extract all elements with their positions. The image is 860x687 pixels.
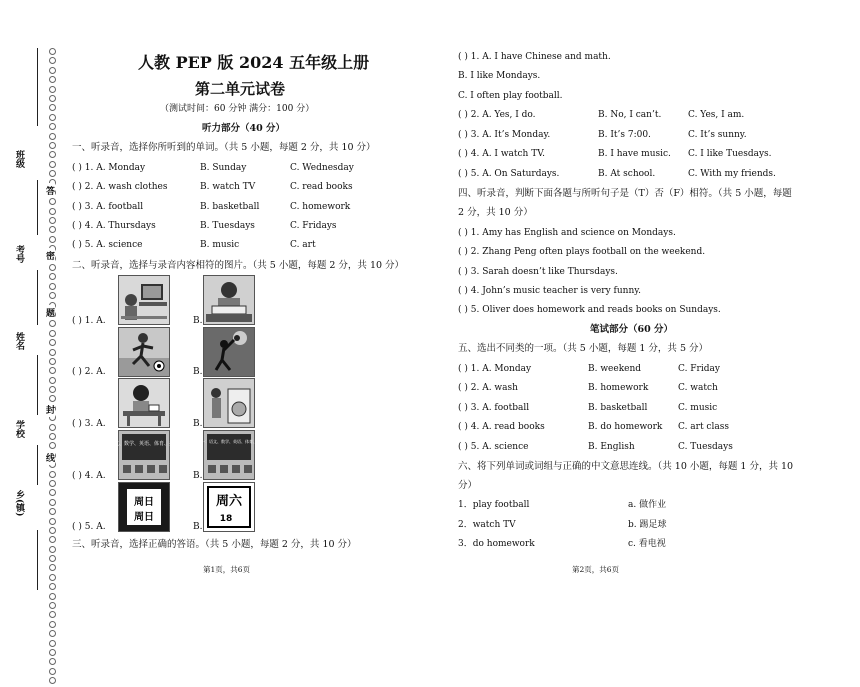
seal-circle [49, 442, 56, 449]
section5-heading: 五、选出不同类的一项。（共 5 小题，每题 1 分，共 5 分） [458, 343, 709, 354]
s6-item2-en: 2．watch TV [458, 520, 516, 530]
s1-q1: ( ) 1. A. Monday [72, 163, 146, 173]
s4-q3: ( ) 3. Sarah doesn’t like Thursdays. [458, 267, 618, 277]
town-line [37, 445, 38, 485]
seal-char: 封 [46, 402, 55, 417]
seal-circle [49, 114, 56, 121]
seal-circle [49, 471, 56, 478]
seal-circle [49, 86, 56, 93]
picture-homework [118, 378, 170, 428]
seal-char: 密 [46, 248, 55, 263]
s2-q5: ( ) 5. A. [72, 522, 106, 532]
s2-q5-b: B. [193, 522, 203, 532]
name-line [37, 270, 38, 325]
s3-q2: ( ) 2. A. Yes, I do. [458, 110, 536, 120]
pic4a-label: 语文、数学、英语、体育、美术 [108, 441, 180, 447]
seal-circle-column [48, 48, 56, 687]
town-label: 乡(镇) [14, 490, 24, 517]
picture-football [118, 327, 170, 377]
s5-q5: ( ) 5. A. science [458, 442, 529, 452]
seal-circle [49, 518, 56, 525]
seal-circle [49, 367, 56, 374]
seal-circle [49, 546, 56, 553]
seal-circle [49, 424, 56, 431]
s3-q2-c: C. Yes, I am. [688, 110, 745, 120]
s4-q1: ( ) 1. Amy has English and science on Mondays. [458, 228, 676, 238]
s5-q1-b: B. weekend [588, 364, 642, 374]
seal-circle [49, 433, 56, 440]
picture-calendar-saturday [203, 482, 255, 532]
class-label: 班级 [14, 150, 24, 168]
exam-info: （测试时间：60 分钟 满分：100 分） [160, 104, 315, 114]
section4-heading-cont: 2 分，共 10 分） [458, 207, 533, 218]
picture-basketball [203, 327, 255, 377]
s2-q4: ( ) 4. A. [72, 471, 106, 481]
s2-q2-b: B. [193, 367, 203, 377]
s2-q1: ( ) 1. A. [72, 316, 106, 326]
s1-q5: ( ) 5. A. science [72, 240, 143, 250]
seal-circle [49, 236, 56, 243]
s6-item1-en: 1．play football [458, 500, 530, 510]
pic5a-label-bottom: 周日 [134, 512, 154, 523]
s6-item3-zh: c. 看电视 [628, 539, 666, 549]
picture-wash-clothes [203, 378, 255, 428]
s1-q2-b: B. watch TV [200, 182, 256, 192]
seal-circle [49, 123, 56, 130]
seal-circle [49, 339, 56, 346]
section6-heading-cont: 分） [458, 480, 478, 491]
seal-circle [49, 273, 56, 280]
seal-circle [49, 499, 56, 506]
seal-char: 题 [46, 305, 55, 320]
s6-item2-zh: b. 踢足球 [628, 520, 667, 530]
s1-q4: ( ) 4. A. Thursdays [72, 221, 156, 231]
seal-circle [49, 104, 56, 111]
seal-circle [49, 640, 56, 647]
seal-circle [49, 555, 56, 562]
s5-q3-c: C. music [678, 403, 718, 413]
s1-q5-c: C. art [290, 240, 316, 250]
s5-q5-b: B. English [588, 442, 635, 452]
seal-circle [49, 133, 56, 140]
s3-q3: ( ) 3. A. It’s Monday. [458, 130, 551, 140]
school-line [37, 355, 38, 415]
s5-q2-b: B. homework [588, 383, 649, 393]
s3-q1-b: B. I like Mondays. [458, 71, 541, 81]
s3-q5-c: C. With my friends. [688, 169, 776, 179]
s5-q3: ( ) 3. A. football [458, 403, 530, 413]
seal-circle [49, 358, 56, 365]
seal-circle [49, 564, 56, 571]
page-footer-right: 第2页，共6页 [572, 565, 620, 574]
picture-calendar-sunday [118, 482, 170, 532]
seal-circle [49, 668, 56, 675]
s1-q2-c: C. read books [290, 182, 353, 192]
section2-heading: 二、听录音，选择与录音内容相符的图片。（共 5 小题，每题 2 分，共 10 分） [72, 260, 405, 271]
s5-q2-c: C. watch [678, 383, 718, 393]
exam-title-line1: 人教 PEP 版 2024 五年级上册 [138, 53, 370, 72]
seal-circle [49, 583, 56, 590]
section1-heading: 一、听录音，选择你所听到的单词。（共 5 小题，每题 2 分，共 10 分） [72, 142, 376, 153]
s2-q4-b: B. [193, 471, 203, 481]
s1-q3: ( ) 3. A. football [72, 202, 144, 212]
seal-circle [49, 677, 56, 684]
seal-circle [49, 76, 56, 83]
picture-blackboard-monday [193, 430, 265, 480]
page-footer-left: 第1页，共6页 [203, 565, 251, 574]
bottom-line [37, 530, 38, 590]
seal-circle [49, 349, 56, 356]
seal-circle [49, 320, 56, 327]
seal-circle [49, 489, 56, 496]
seal-circle [49, 67, 56, 74]
seal-circle [49, 142, 56, 149]
exam-number-line [37, 180, 38, 235]
seal-circle [49, 527, 56, 534]
pic5a-label-top: 周日 [134, 497, 154, 508]
s3-q3-c: C. It’s sunny. [688, 130, 747, 140]
seal-circle [49, 658, 56, 665]
seal-circle [49, 536, 56, 543]
seal-circle [49, 593, 56, 600]
seal-circle [49, 621, 56, 628]
exam-title-line2: 第二单元试卷 [195, 80, 286, 98]
s5-q1: ( ) 1. A. Monday [458, 364, 532, 374]
seal-circle [49, 198, 56, 205]
s1-q5-b: B. music [200, 240, 240, 250]
seal-circle [49, 508, 56, 515]
s3-q2-b: B. No, I can’t. [598, 110, 662, 120]
exam-number-label: 考号 [14, 245, 24, 263]
written-section-header: 笔试部分（60 分） [590, 324, 674, 335]
s5-q3-b: B. basketball [588, 403, 648, 413]
seal-circle [49, 480, 56, 487]
picture-read-books [203, 275, 255, 325]
listening-section-header: 听力部分（40 分） [202, 123, 286, 134]
picture-blackboard-subjects [108, 430, 180, 480]
s2-q3: ( ) 3. A. [72, 419, 106, 429]
s3-q5: ( ) 5. A. On Saturdays. [458, 169, 560, 179]
seal-circle [49, 226, 56, 233]
s1-q3-c: C. homework [290, 202, 351, 212]
s4-q2: ( ) 2. Zhang Peng often plays football on the weekend. [458, 247, 706, 257]
s6-item3-en: 3．do homework [458, 539, 535, 549]
binding-margin [0, 0, 62, 607]
s3-q5-b: B. At school. [598, 169, 656, 179]
seal-circle [49, 386, 56, 393]
s3-q4: ( ) 4. A. I watch TV. [458, 149, 546, 159]
s1-q1-b: B. Sunday [200, 163, 247, 173]
school-label: 学校 [14, 420, 24, 438]
class-line [37, 48, 38, 126]
s3-q4-c: C. I like Tuesdays. [688, 149, 772, 159]
s5-q1-c: C. Friday [678, 364, 720, 374]
seal-circle [49, 217, 56, 224]
s1-q4-b: B. Tuesdays [200, 221, 255, 231]
s1-q2: ( ) 2. A. wash clothes [72, 182, 168, 192]
pic5b-number: 18 [219, 514, 233, 524]
s3-q1-c: C. I often play football. [458, 91, 563, 101]
seal-circle [49, 208, 56, 215]
seal-circle [49, 649, 56, 656]
seal-circle [49, 630, 56, 637]
seal-char: 答 [46, 183, 55, 198]
seal-circle [49, 170, 56, 177]
s5-q5-c: C. Tuesdays [678, 442, 733, 452]
s2-q2: ( ) 2. A. [72, 367, 106, 377]
seal-circle [49, 292, 56, 299]
s5-q4-b: B. do homework [588, 422, 663, 432]
pic4b-label: 星期一：语文、数学、英语、体育、美术 [193, 439, 265, 444]
seal-circle [49, 151, 56, 158]
seal-circle [49, 611, 56, 618]
s5-q4-c: C. art class [678, 422, 729, 432]
section4-heading: 四、听录音，判断下面各题与所听句子是（T）否（F）相符。（共 5 小题，每题 [458, 188, 792, 199]
seal-circle [49, 264, 56, 271]
seal-circle [49, 283, 56, 290]
section3-heading: 三、听录音，选择正确的答语。（共 5 小题，每题 2 分，共 10 分） [72, 539, 357, 550]
s3-q3-b: B. It’s 7:00. [598, 130, 651, 140]
s5-q4: ( ) 4. A. read books [458, 422, 545, 432]
s6-item1-zh: a. 做作业 [628, 500, 667, 510]
s4-q4: ( ) 4. John’s music teacher is very funny. [458, 286, 642, 296]
seal-circle [49, 574, 56, 581]
seal-circle [49, 95, 56, 102]
seal-circle [49, 48, 56, 55]
s1-q3-b: B. basketball [200, 202, 260, 212]
s5-q2: ( ) 2. A. wash [458, 383, 518, 393]
s1-q4-c: C. Fridays [290, 221, 337, 231]
seal-circle [49, 57, 56, 64]
seal-circle [49, 330, 56, 337]
s1-q1-c: C. Wednesday [290, 163, 354, 173]
s4-q5: ( ) 5. Oliver does homework and reads books on Sundays. [458, 305, 721, 315]
s3-q1: ( ) 1. A. I have Chinese and math. [458, 52, 611, 62]
pic5b-label: 周六 [215, 494, 243, 509]
picture-watch-tv [118, 275, 170, 325]
s3-q4-b: B. I have music. [598, 149, 671, 159]
seal-char: 线 [46, 450, 55, 465]
name-label: 姓名 [14, 332, 24, 350]
seal-circle [49, 602, 56, 609]
s2-q1-b: B. [193, 316, 203, 326]
s2-q3-b: B. [193, 419, 203, 429]
section6-heading: 六、将下列单词或词组与正确的中文意思连线。（共 10 小题，每题 1 分，共 10 [458, 461, 794, 472]
seal-circle [49, 161, 56, 168]
seal-circle [49, 377, 56, 384]
